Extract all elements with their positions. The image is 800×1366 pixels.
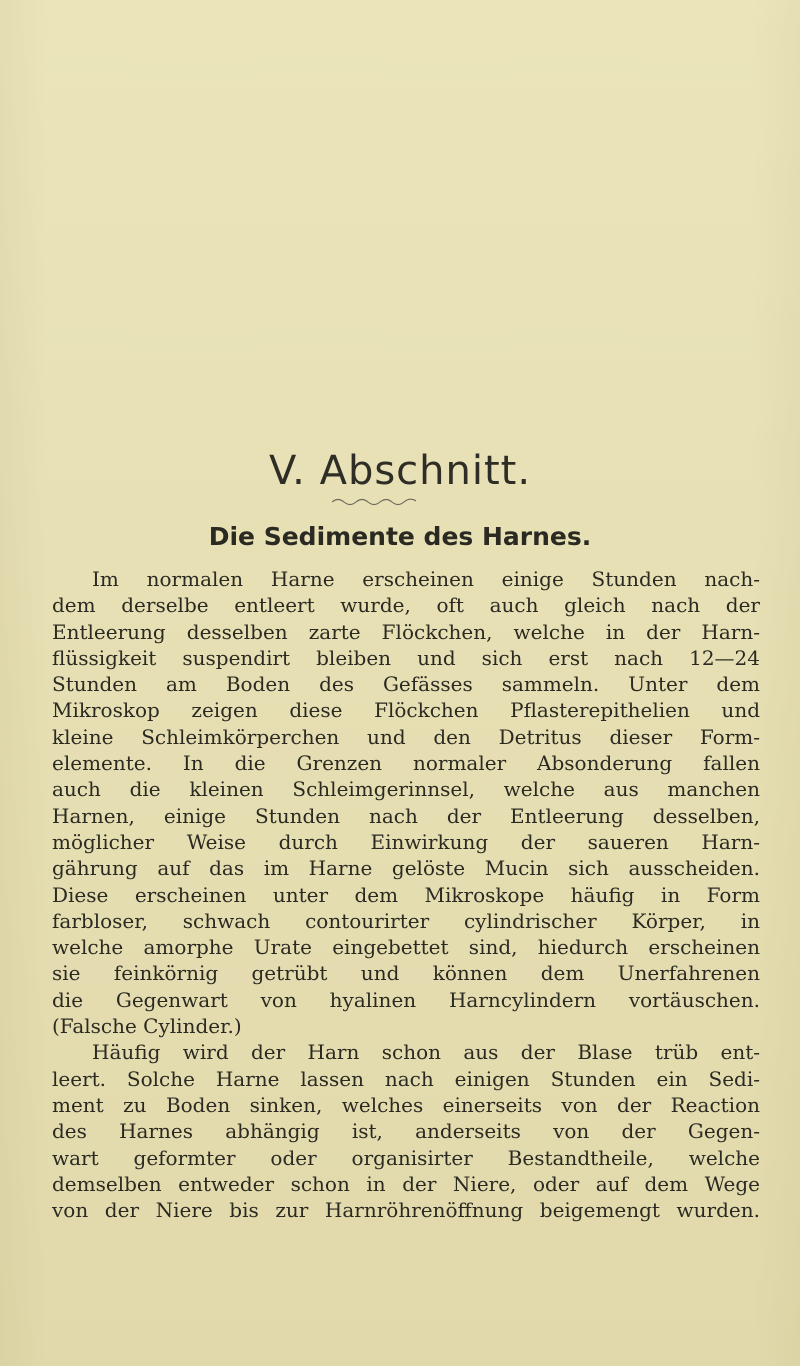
text-line: gährung auf das im Harne gelöste Mucin sich ausscheiden. — [52, 856, 760, 881]
text-line: demselben entweder schon in der Niere, oder auf dem Wege — [52, 1171, 760, 1196]
text-line: ment zu Boden sinken, welches einerseits von der Reaction — [52, 1092, 760, 1117]
body-text — [52, 566, 760, 1223]
text-line: möglicher Weise durch Einwirkung der saueren Harn- — [52, 829, 760, 854]
text-line: Diese erscheinen unter dem Mikroskope häufig in Form — [52, 882, 760, 907]
text-line: Häufig wird der Harn schon aus der Blase trüb ent- — [92, 1040, 760, 1065]
text-line: Entleerung desselben zarte Flöckchen, welche in der Harn- — [52, 619, 760, 644]
text-line: leert. Solche Harne lassen nach einigen Stunden ein Sedi- — [52, 1066, 760, 1091]
text-line: sie feinkörnig getrübt und können dem Unerfahrenen — [52, 961, 760, 986]
text-line: des Harnes abhängig ist, anderseits von der Gegen- — [52, 1119, 760, 1144]
text-line: kleine Schleimkörperchen und den Detritus dieser Form- — [52, 724, 760, 749]
text-line: Mikroskop zeigen diese Flöckchen Pflasterepithelien und — [52, 698, 760, 723]
wave-ornament-icon — [330, 496, 422, 506]
section-title: Die Sedimente des Harnes. — [208, 522, 592, 551]
text-line: die Gegenwart von hyalinen Harncylindern vortäuschen. — [52, 987, 760, 1012]
text-line: wart geformter oder organisirter Bestandtheile, welche — [52, 1145, 760, 1170]
text-line: flüssigkeit suspendirt bleiben und sich erst nach 12—24 — [52, 645, 760, 670]
text-line: farbloser, schwach contourirter cylindrischer Körper, in — [52, 908, 760, 933]
text-line: von der Niere bis zur Harnröhrenöffnung beigemengt wurden. — [52, 1198, 760, 1223]
text-line: dem derselbe entleert wurde, oft auch gleich nach der — [52, 593, 760, 618]
text-line: elemente. In die Grenzen normaler Absonderung fallen — [52, 751, 760, 776]
chapter-title: V. Abschnitt. — [268, 448, 532, 494]
text-line: (Falsche Cylinder.) — [52, 1014, 242, 1039]
text-line: Stunden am Boden des Gefässes sammeln. Unter dem — [52, 672, 760, 697]
text-line: Harnen, einige Stunden nach der Entleerung desselben, — [52, 803, 760, 828]
text-line: auch die kleinen Schleimgerinnsel, welche aus manchen — [52, 777, 760, 802]
text-line: welche amorphe Urate eingebettet sind, hiedurch erscheinen — [52, 935, 760, 960]
text-line: Im normalen Harne erscheinen einige Stunden nach- — [92, 567, 760, 591]
